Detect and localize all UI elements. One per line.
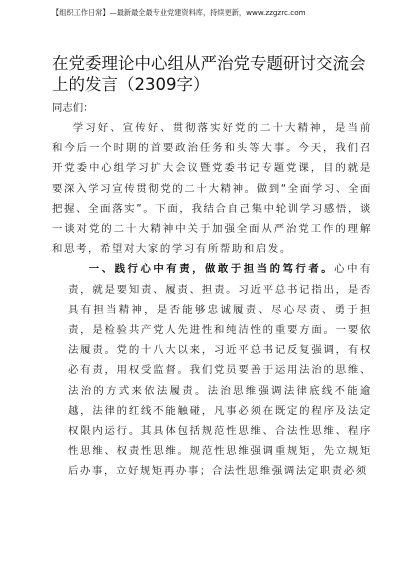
paragraph-section-1 <box>52 259 372 481</box>
page-header: 【组织工作日常】—最新最全最专业党建资料库，持续更新，www.zzgzrc.com <box>52 8 306 17</box>
paragraph-intro <box>52 118 372 259</box>
salutation: 同志们： <box>52 102 94 114</box>
document-title: 在党委理论中心组从严治党专题研讨交流会上的发言（2309字） <box>52 54 366 94</box>
paragraph-intro-text: 学习好、宣传好、贯彻落实好党的二十大精神，是当前和今后一个时期的首要政治任务和头等大事。今天，我们召开党委中心组学习扩大会议暨党委书记专题党课，目的就是要深入学习宣传贯彻党的二十大精神。做到“全面学习、全面把握、全面落实”。下面，我结合自己集中轮训学习感悟，谈一谈对党的二十大精神中关于加强全面从严治党工作的理解和思考，希望对大家的学习有所帮助和启发。 <box>52 122 372 256</box>
section-1-text: 心中有责，就是要知责、履责、担责。习近平总书记指出，是否具有担当精神，是否能够忠诚履责、尽心尽责、勇于担责，是检验共产党人先进性和纯洁性的重要方面。一要依法履责。党的十八大以来，习近平总书记反复强调，有权必有责，用权受监督。我们党员要善于运用法治的思维、法治的方式来依法履责。法治思维强调法律底线不能逾越，法律的红线不能触碰，凡事必须在既定的程序及法定权限内运行。其具体包括规范性思维、合法性思维、程序性思维、权责性思维。规范性思维强调重规矩，先立规矩后办事，立好规矩再办事；合法性思维强调法定职责必须 <box>68 263 372 478</box>
section-1-heading: 一、践行心中有责，做敢于担当的笃行者。 <box>88 263 335 276</box>
document-body <box>52 118 372 482</box>
